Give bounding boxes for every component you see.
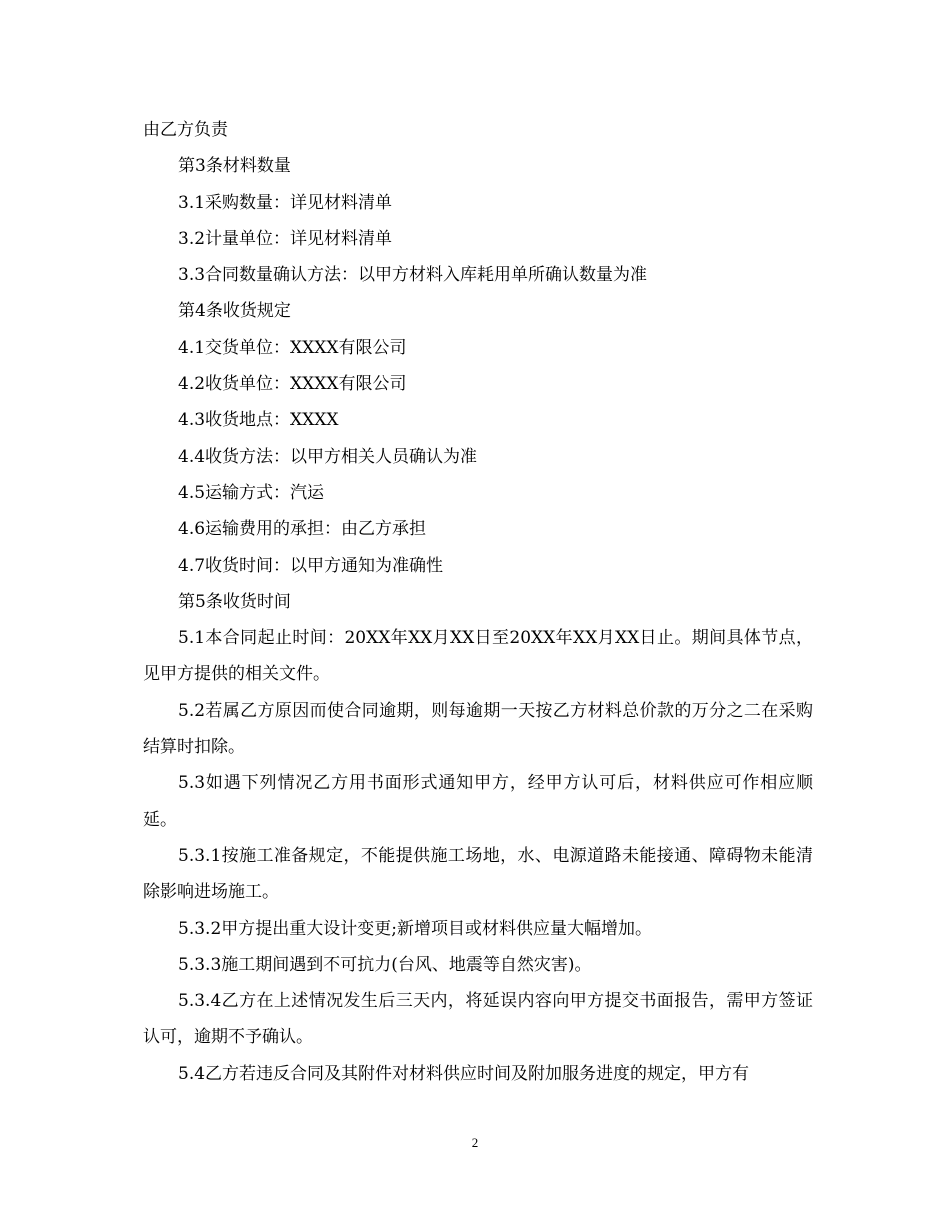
article-4-heading: 第4条收货规定	[178, 301, 291, 322]
clause-4-6: 4.6运输费用的承担：由乙方承担	[178, 519, 427, 540]
clause-5-1: 5.1本合同起止时间：20XX年XX月XX日至20XX年XX月XX日止。期间具体节点，见甲方提供的相关文件。	[143, 628, 813, 685]
page-number: 2	[471, 1135, 479, 1150]
clause-4-5: 4.5运输方式：汽运	[178, 482, 325, 503]
article-5-heading: 第5条收货时间	[178, 591, 291, 612]
document-body	[143, 112, 813, 1092]
clause-5-2: 5.2若属乙方原因而使合同逾期，则每逾期一天按乙方材料总价款的万分之二在采购结算时扣除。	[143, 700, 813, 758]
clause-3-1: 3.1采购数量：详见材料清单	[178, 192, 393, 213]
article-3-heading: 第3条材料数量	[178, 156, 291, 177]
clause-3-3: 3.3合同数量确认方法：以甲方材料入库耗用单所确认数量为准	[178, 265, 648, 286]
clause-3-2: 3.2计量单位：详见材料清单	[178, 228, 393, 249]
clause-5-4: 5.4乙方若违反合同及其附件对材料供应时间及附加服务进度的规定，甲方有	[178, 1063, 750, 1084]
clause-4-3: 4.3收货地点：XXXX	[178, 410, 339, 431]
clause-5-3-4: 5.3.4乙方在上述情况发生后三天内，将延误内容向甲方提交书面报告，需甲方签证认可，逾期不予确认。	[143, 991, 813, 1048]
clause-4-7: 4.7收货时间：以甲方通知为准确性	[178, 555, 444, 576]
clause-4-4: 4.4收货方法：以甲方相关人员确认为准	[178, 446, 478, 467]
clause-5-3-3: 5.3.3施工期间遇到不可抗力(台风、地震等自然灾害)。	[178, 954, 592, 975]
clause-4-2: 4.2收货单位：XXXX有限公司	[178, 374, 407, 395]
clause-4-1: 4.1交货单位：XXXX有限公司	[178, 337, 407, 358]
paragraph-continuation: 由乙方负责	[143, 120, 228, 140]
clause-5-3: 5.3如遇下列情况乙方用书面形式通知甲方，经甲方认可后，材料供应可作相应顺延。	[143, 773, 813, 830]
clause-5-3-1: 5.3.1按施工准备规定，不能提供施工场地，水、电源道路未能接通、障碍物未能清除影响进场施工。	[143, 845, 813, 903]
clause-5-3-2: 5.3.2甲方提出重大设计变更;新增项目或材料供应量大幅增加。	[178, 918, 652, 939]
